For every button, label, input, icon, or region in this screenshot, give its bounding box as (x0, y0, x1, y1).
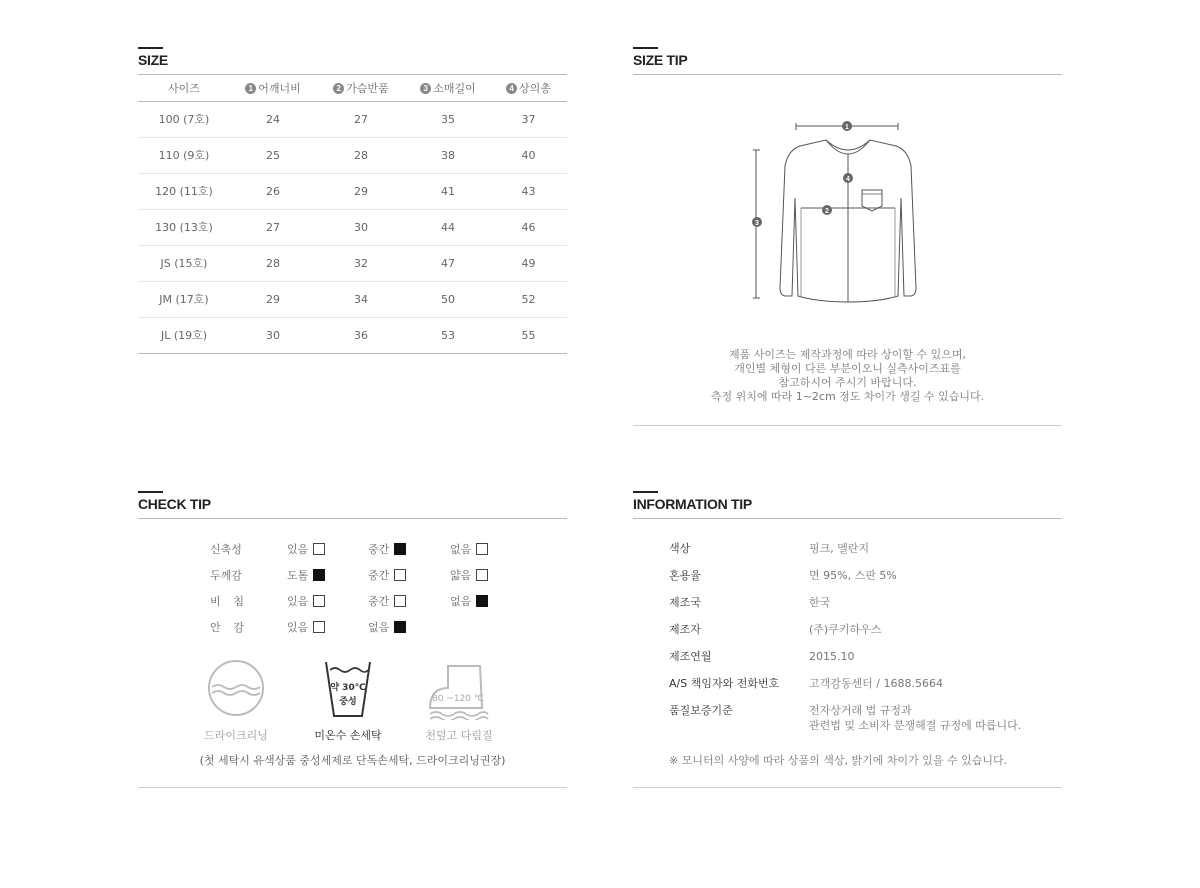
info-key: 혼용율 (669, 569, 701, 582)
size-cell: JM (17호) (138, 281, 230, 317)
value-cell: 29 (316, 173, 406, 209)
table-row (138, 281, 567, 317)
value-cell: 28 (316, 137, 406, 173)
size-tip-section (633, 52, 1062, 432)
note-line: 참고하시어 주시기 바랍니다. (778, 376, 917, 389)
value-cell: 46 (490, 209, 567, 245)
info-key: 제조연월 (669, 650, 712, 663)
value-cell: 29 (230, 281, 316, 317)
check-label: 두께감 (210, 569, 242, 582)
info-value: 핑크, 멜란지 (809, 542, 870, 555)
check-row-lining (138, 619, 567, 633)
check-label: 신축성 (210, 543, 242, 556)
check-row-thickness (138, 567, 567, 581)
size-title: SIZE (138, 52, 168, 68)
table-row (138, 245, 567, 281)
table-row (138, 317, 567, 353)
size-cell: 120 (11호) (138, 173, 230, 209)
value-cell: 40 (490, 137, 567, 173)
value-cell: 28 (230, 245, 316, 281)
info-value: 전자상거래 법 규정과 관련법 및 소비자 분쟁해결 규정에 따릅니다. (809, 704, 1022, 732)
col-shoulder: 1 어깨너비 (230, 76, 316, 101)
check-tip-bottom-rule (138, 787, 567, 788)
check-option: 없음 (450, 593, 488, 609)
size-table-header (138, 76, 567, 101)
value-cell: 27 (316, 101, 406, 137)
info-key: 색상 (669, 542, 691, 555)
check-option: 중간 (368, 567, 406, 583)
value-cell: 37 (490, 101, 567, 137)
size-cell: 100 (7호) (138, 101, 230, 137)
size-tip-title-rule (633, 74, 1062, 75)
care-hand-wash (310, 658, 386, 743)
iron-icon (422, 658, 496, 720)
check-label: 안 감 (210, 621, 244, 634)
value-cell: 41 (406, 173, 490, 209)
info-value: 한국 (809, 596, 831, 609)
hand-wash-icon (310, 658, 386, 720)
value-cell: 43 (490, 173, 567, 209)
check-option: 얇음 (450, 567, 488, 583)
info-value: 고객감동센터 / 1688.5664 (809, 677, 943, 690)
value-cell: 50 (406, 281, 490, 317)
checkbox (394, 595, 406, 607)
value-cell: 32 (316, 245, 406, 281)
info-tip-bottom-rule (633, 787, 1062, 788)
check-row-stretch (138, 541, 567, 555)
table-row (138, 173, 567, 209)
garment-diagram-icon (748, 118, 948, 308)
info-key: 품질보증기준 (669, 704, 733, 717)
iron-temp-text: 80 ~120 ℃ (431, 694, 485, 704)
marker-4: 4 (846, 176, 850, 183)
check-tip-title: CHECK TIP (138, 496, 211, 512)
dry-cleaning-icon (200, 658, 272, 720)
size-tip-note (633, 348, 1062, 404)
care-caption: 드라이크리닝 (204, 729, 268, 742)
care-iron (422, 658, 496, 743)
table-row (138, 209, 567, 245)
check-tip-title-rule (138, 518, 567, 519)
value-cell: 44 (406, 209, 490, 245)
check-tip-section (138, 496, 567, 796)
check-option: 있음 (287, 619, 325, 635)
checkbox (313, 595, 325, 607)
info-key: 제조국 (669, 596, 701, 609)
checkbox (313, 621, 325, 633)
checkbox-checked (476, 595, 488, 607)
marker-1: 1 (845, 124, 849, 131)
care-caption: 미온수 손세탁 (314, 729, 382, 742)
number-badge-3: 3 (420, 83, 431, 94)
care-caption: 천덮고 다림질 (425, 729, 493, 742)
col-sleeve: 3 소매길이 (406, 76, 490, 101)
info-key: 제조자 (669, 623, 701, 636)
care-dry-cleaning (200, 658, 272, 743)
marker-2: 2 (825, 208, 829, 215)
value-cell: 27 (230, 209, 316, 245)
wash-temp-text: 약 30℃ (330, 683, 366, 693)
info-tip-title-rule (633, 518, 1062, 519)
info-value: 면 95%, 스판 5% (809, 569, 897, 582)
size-cell: 130 (13호) (138, 209, 230, 245)
marker-3: 3 (755, 220, 759, 227)
info-tip-note: ※ 모니터의 사양에 따라 상품의 색상, 밝기에 차이가 있을 수 있습니다. (669, 754, 1008, 767)
check-tip-note: (첫 세탁시 유색상품 중성세제로 단독손세탁, 드라이크리닝권장) (199, 754, 506, 767)
size-tip-title: SIZE TIP (633, 52, 688, 68)
table-row (138, 101, 567, 137)
wash-neutral-text: 중성 (339, 697, 357, 707)
checkbox (313, 543, 325, 555)
checkbox-checked (394, 543, 406, 555)
note-line: 측정 위치에 따라 1~2cm 정도 차이가 생길 수 있습니다. (710, 390, 985, 403)
checkbox (394, 569, 406, 581)
value-cell: 30 (316, 209, 406, 245)
size-cell: JL (19호) (138, 317, 230, 353)
check-option: 도톰 (287, 567, 325, 583)
value-cell: 34 (316, 281, 406, 317)
check-label: 비 침 (210, 595, 244, 608)
checkbox (476, 569, 488, 581)
number-badge-4: 4 (506, 83, 517, 94)
check-option: 있음 (287, 541, 325, 557)
size-title-rule (138, 74, 567, 75)
table-row (138, 137, 567, 173)
check-option: 중간 (368, 541, 406, 557)
info-key: A/S 책임자와 전화번호 (669, 677, 780, 690)
checkbox (476, 543, 488, 555)
col-size: 사이즈 (138, 76, 230, 101)
info-tip-section (633, 496, 1062, 796)
number-badge-2: 2 (333, 83, 344, 94)
check-row-sheer (138, 593, 567, 607)
value-cell: 38 (406, 137, 490, 173)
size-table (138, 76, 567, 354)
number-badge-1: 1 (245, 83, 256, 94)
check-option: 없음 (450, 541, 488, 557)
col-chest: 2 가슴반품 (316, 76, 406, 101)
value-cell: 35 (406, 101, 490, 137)
value-cell: 49 (490, 245, 567, 281)
value-cell: 55 (490, 317, 567, 353)
value-cell: 53 (406, 317, 490, 353)
check-option: 있음 (287, 593, 325, 609)
value-cell: 30 (230, 317, 316, 353)
size-tip-bottom-rule (633, 425, 1062, 426)
info-value: (주)쿠키하우스 (809, 623, 882, 636)
check-option: 중간 (368, 593, 406, 609)
checkbox-checked (313, 569, 325, 581)
info-value: 2015.10 (809, 650, 855, 663)
size-cell: JS (15호) (138, 245, 230, 281)
value-cell: 47 (406, 245, 490, 281)
check-option: 없음 (368, 619, 406, 635)
value-cell: 25 (230, 137, 316, 173)
note-line: 개인별 체형이 다른 부분이오니 실측사이즈표를 (734, 362, 961, 375)
size-section (138, 52, 567, 362)
value-cell: 36 (316, 317, 406, 353)
col-length: 4 상의총 (490, 76, 567, 101)
checkbox-checked (394, 621, 406, 633)
value-cell: 24 (230, 101, 316, 137)
info-tip-title: INFORMATION TIP (633, 496, 752, 512)
value-cell: 52 (490, 281, 567, 317)
value-cell: 26 (230, 173, 316, 209)
note-line: 제품 사이즈는 제작과정에 따라 상이할 수 있으며, (729, 348, 966, 361)
size-cell: 110 (9호) (138, 137, 230, 173)
